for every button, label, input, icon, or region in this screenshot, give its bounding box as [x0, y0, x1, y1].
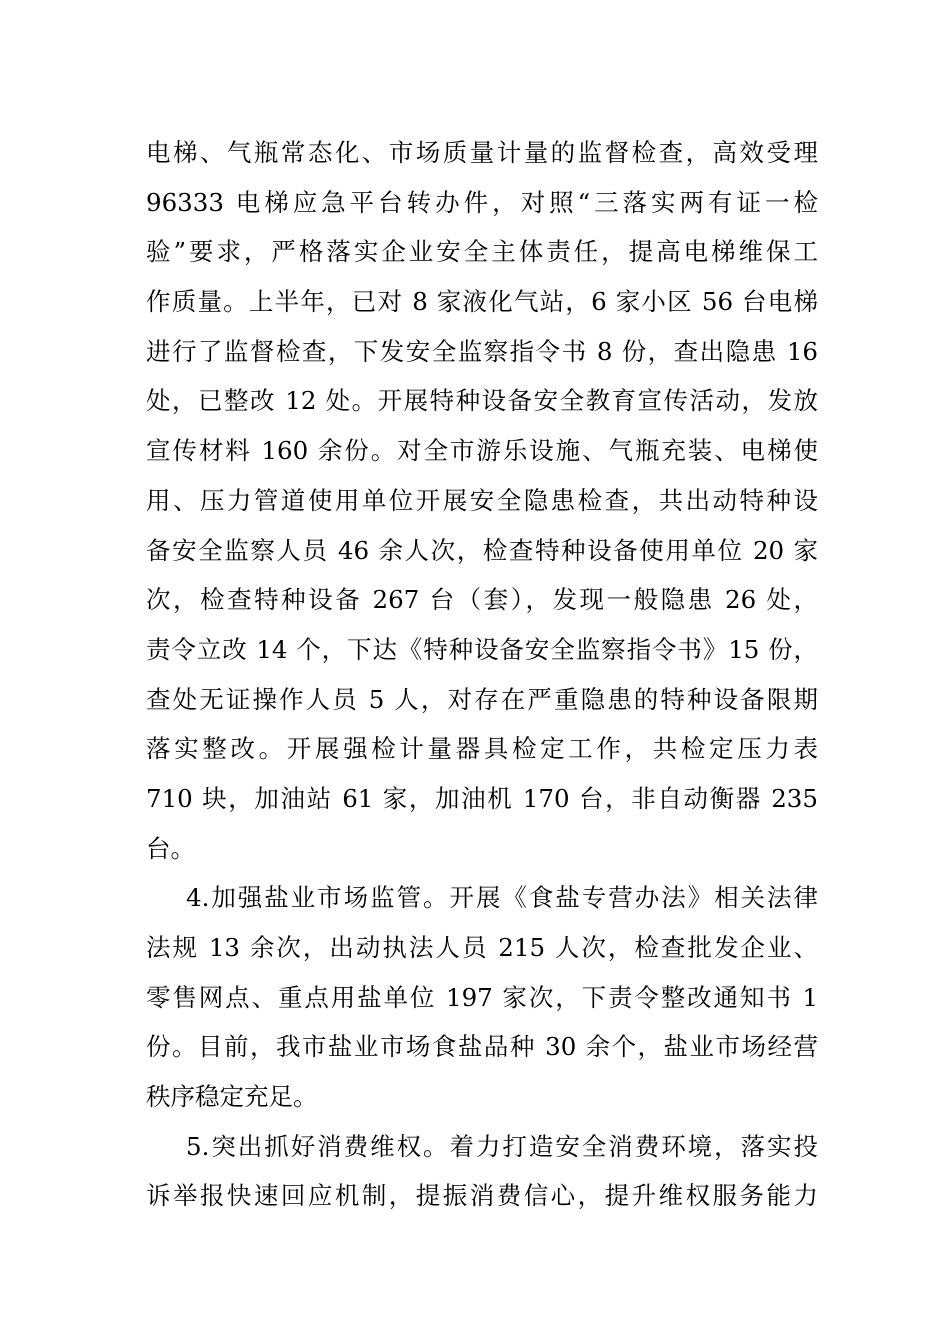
- text-line: 零售网点、重点用盐单位 197 家次，下责令整改通知书 1: [146, 982, 818, 1012]
- text-line: 5.突出抓好消费维权。着力打造安全消费环境，落实投: [186, 1131, 818, 1161]
- text-line: 96333 电梯应急平台转办件，对照“三落实两有证一检: [146, 187, 818, 217]
- text-line: 电梯、气瓶常态化、市场质量计量的监督检查，高效受理: [146, 138, 818, 167]
- text-line: 进行了监督检查，下发安全监察指令书 8 份，查出隐患 16: [146, 336, 818, 366]
- text-line: 台。: [146, 833, 195, 863]
- paragraph-special-equipment: [146, 128, 818, 873]
- text-line: 次，检查特种设备 267 台（套），发现一般隐患 26 处，: [146, 585, 818, 615]
- text-line: 落实整改。开展强检计量器具检定工作，共检定压力表: [146, 734, 818, 764]
- text-line: 法规 13 余次，出动执法人员 215 人次，检查批发企业、: [146, 933, 818, 962]
- text-line: 责令立改 14 个，下达《特种设备安全监察指令书》15 份，: [146, 634, 818, 664]
- text-line: 宣传材料 160 余份。对全市游乐设施、气瓶充装、电梯使: [146, 436, 818, 466]
- text-line: 处，已整改 12 处。开展特种设备安全教育宣传活动，发放: [146, 386, 818, 416]
- text-line: 秩序稳定充足。: [146, 1082, 318, 1112]
- text-line: 备安全监察人员 46 余人次，检查特种设备使用单位 20 家: [146, 535, 818, 565]
- text-line: 份。目前，我市盐业市场食盐品种 30 余个，盐业市场经营: [146, 1032, 818, 1062]
- text-line: 诉举报快速回应机制，提振消费信心，提升维权服务能力: [146, 1181, 818, 1211]
- text-line: 用、压力管道使用单位开展安全隐患检查，共出动特种设: [146, 485, 818, 515]
- text-line: 查处无证操作人员 5 人，对存在严重隐患的特种设备限期: [146, 684, 818, 714]
- text-line: 4.加强盐业市场监管。开展《食盐专营办法》相关法律: [186, 883, 818, 913]
- text-line: 710 块，加油站 61 家，加油机 170 台，非自动衡器 235: [146, 783, 818, 813]
- text-line: 作质量。上半年，已对 8 家液化气站，6 家小区 56 台电梯: [146, 287, 818, 317]
- paragraph-salt-market: [146, 873, 818, 1121]
- document-body: [146, 128, 818, 1221]
- paragraph-consumer-rights: [146, 1122, 818, 1221]
- text-line: 验”要求，严格落实企业安全主体责任，提高电梯维保工: [146, 237, 818, 267]
